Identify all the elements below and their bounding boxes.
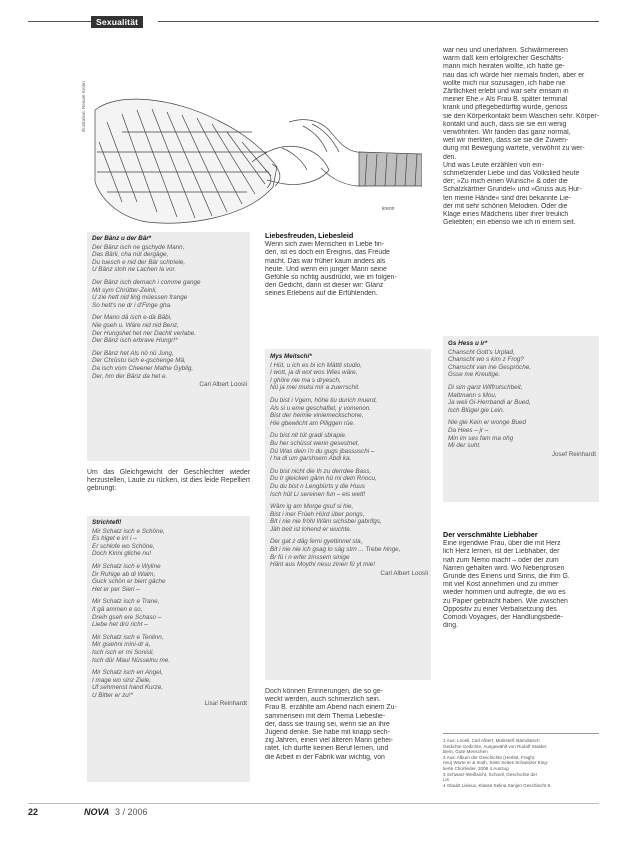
poem-line: Het er per Sieri – (92, 585, 140, 593)
text-line: Narren gehalten wird. Wo Nebenprosen (443, 564, 565, 572)
text-line: weckt werden, auch schmerzlich sein. (265, 696, 381, 704)
poem-line: Du bist nit tüt gradi sbrapie. (270, 432, 347, 440)
poem-line: Chanscht Gott's Urplad, (448, 348, 515, 356)
poem-line: Bit i nie nie ich gsag lo säg strn ... Trebe hinge, (270, 546, 401, 554)
text-line: heute. Und wenn ein junger Mann seine (265, 265, 387, 273)
text-line: sammensein mit dem Thema Liebeslie- (265, 712, 386, 720)
text-line: meiner Ehe.« Als Frau B. später terminal (443, 96, 568, 104)
poem-line: Der Hungshet het ner Dachlt verlabe. (92, 329, 196, 337)
illustration-signature: krenn (382, 206, 395, 212)
poem-line: Dreih gseh ere Schaso – (92, 613, 162, 621)
poem-attribution: Josef Reinhardt (551, 450, 596, 458)
image-credit: Illustration: Renate Krenn (81, 81, 86, 132)
poem-line: I mage wo sinz Ziele, (92, 676, 152, 684)
illustration-hands (77, 52, 422, 227)
poem-line: I ghöre nie ma s dryesch, (270, 376, 341, 384)
text-line: dung mit Bewegung wartete, verwöhnt zu wer- (443, 145, 585, 153)
poem-attribution: Cari Albert Loosli (199, 381, 247, 389)
poem-line: I ha di um garshsem Abdi ka. (270, 455, 352, 463)
poem-line: Mir Schatz isch e Trane, (92, 598, 160, 606)
text-line: der; »Zu mich einen Wunsch« & oder die (443, 178, 568, 186)
poem-line: U Bitter er zu!* (92, 691, 133, 699)
text-line: Doch können Erinnerungen, die so ge- (265, 688, 383, 695)
text-line: mit viel Kost annehmen und zu immer (443, 581, 559, 589)
text-line: wieder hommen und aufregte, die wo es (443, 589, 566, 597)
footnote: 1 Aus: Loosli, Carl Albert; Mülirstell: Bärndütsch (443, 738, 540, 743)
footnote-rule (443, 733, 599, 734)
issue-number: 3 / 2006 (115, 807, 148, 817)
footnote: tierte Chorlieder. 2008 4.Auszug (443, 765, 509, 771)
footnote: Bern, Gute Menschen (443, 749, 488, 755)
text-line: Frau B. erzählte am Abend nach einem Zu- (265, 704, 397, 712)
poem-line: Doch Kinni gliche nu! (92, 550, 152, 558)
footnote: neu) Worte er & Inoth, Seite Seites Schweizer Eing- (443, 760, 549, 766)
text-line: Wenn sich zwei Menschen in Liebe fin- (265, 241, 384, 249)
poem-line: Da isch vom Cheener Mathe Gyblig, (92, 364, 194, 372)
text-line: ding. (443, 622, 458, 630)
poem-line: Bu her schüsst wenn gesestnet, (270, 439, 360, 447)
text-line: ten meine Hände« sind drei bekannte Lie- (443, 194, 571, 202)
poem-line: Nü ja mei mutsi mir a zuerrschit. (270, 384, 360, 392)
poem-line: Nie gseh u. Wäre nid nid Benz, (92, 321, 179, 329)
poem-line: Nie gie Kein er wonge Bued (448, 419, 527, 427)
poem-line: Chanscht wo s kim z Frog? (448, 356, 524, 364)
poem-title: Strichtefl! (92, 519, 122, 526)
poem-line: U Bänz stoh ne Lachen la vor. (92, 266, 177, 274)
poem-line: Da Hees – jr – (448, 426, 489, 434)
intro-text: Um das Gleichgewicht der Geschlechter wieder herzustellen, Laute zu rücken, ist dies leide Repelliert gebrungt: (87, 469, 250, 493)
poem-line: Der, hm der Bänz da het e. (92, 372, 168, 380)
poem-line: Chanscht van ine Gespröche, (448, 363, 531, 371)
footnotes (443, 738, 599, 788)
poem-line: Di sim ganz Wiffrutschbeit, (448, 383, 523, 391)
header-rule-right (158, 21, 599, 22)
text-line: weil wir merkten, dass sie sie die Zuwen- (443, 137, 569, 145)
mid-text-2 (265, 688, 431, 762)
poem-line: Ja weii Gi-Herrbandi ar Bued, (448, 399, 531, 407)
text-line: Jugend denke. Sie habe mit knapp sech- (265, 729, 390, 737)
poem-line: Du du bist n Lengbürts y die Huus (270, 482, 365, 490)
poem-title: Gs Hess u ir* (448, 340, 488, 347)
section-heading: Liebesfreuden, Liebesleid (265, 231, 354, 240)
poem-line: Isch dür Maul Nüsselnu me. (92, 656, 171, 664)
poem-title: Mys Meitschi* (270, 353, 312, 360)
poem-line: Der gat z däg ferni gyettinnel sta, (270, 538, 363, 546)
text-line: Gefühle so richtig ausdrückt, wie im folgen- (265, 274, 397, 282)
poem-line: Der Bänz isch erbrave Hungr!* (92, 337, 178, 345)
poem-line: Er schlofe wo Schöne, (92, 542, 155, 550)
right-text-3 (443, 531, 599, 630)
section-badge: Sexualität (91, 16, 143, 28)
poem-mid (270, 353, 428, 577)
poem-line: Als si u eme geschaftet, y vomenon. (270, 404, 372, 412)
poem-line: Guck schön er biert gäche (92, 578, 166, 586)
poem-line: I wott, ja di wot wos Wies wäre, (270, 369, 358, 377)
poem-line: Mir gsiehni mini-dr a, (92, 641, 151, 649)
text-line: nau das ich würde hier niemals finden, aber er (443, 71, 585, 79)
poem-line: Der Mano dä isch e-dä Bäbi, (92, 314, 172, 322)
poem-left-2 (92, 519, 247, 708)
poem-attribution: Lisa! Reinhardt (204, 700, 247, 708)
footnote: Lis (443, 777, 449, 783)
poem-line: Min im ses fam ma ohg (448, 434, 514, 442)
poem-line: U zie hett nid ling müessen frange (92, 294, 188, 302)
text-line: Klage eines Mädchens über ihrer treulich (443, 211, 569, 219)
poem-box-left-2 (87, 516, 250, 782)
poem-line: Br fü i n erfer zinssem sinige (270, 553, 350, 561)
footnote: 3 Schwarz-Weißsicht, Schnell, Geschichte der (443, 771, 538, 777)
text-line: die Arbeit in der Fabrik war wichtig, von (265, 753, 385, 761)
poem-line: Du bist nicht die Ih zu derrdee Bass, (270, 467, 372, 475)
poem-line: Du bist i Vgem, höhe tiu durich muerd, (270, 396, 378, 404)
text-line: nah zum Nemo macht – oder der zum (443, 556, 559, 564)
text-line: Grunde des Einens und Sinns, die ihm G. (443, 573, 570, 581)
poem-line: Isch hüt Li sereinen fun – eis wett! (270, 490, 366, 498)
text-line: lich Herz lernen, ist der Liebhaber, der (443, 548, 560, 556)
footer-rule (28, 803, 599, 804)
text-line: Schatzkärtner Grundel« und »Gruss aus Hur- (443, 186, 582, 194)
text-line: mann mich heiraten wollte, ich hatte ge- (443, 63, 565, 71)
poem-line: Der Bänz het Als nö nü Jung, (92, 349, 174, 357)
text-line: den Gedicht, dann ist dieser wir: Glanz (265, 282, 384, 290)
poem-line: Bit i nie nie fröhl Wäm sichsbei gabrifgs, (270, 518, 382, 526)
text-line: Comodi Voyagies, der Handlungsbede- (443, 614, 563, 622)
mid-text-1 (265, 232, 430, 299)
poem-line: Liebe het drü richt – (92, 621, 148, 629)
poem-line: Es higet e in! i – (92, 535, 137, 543)
magazine-name: NOVA (84, 807, 110, 817)
poem-line: So hett's ne dr i d'Finge gha. (92, 301, 172, 309)
poem-line: Mit sym Chrütter-Zeinli, (92, 286, 157, 294)
page-number: 22 (28, 807, 39, 817)
text-line: kontakt und auch, dass sie sie ein wenig (443, 120, 567, 128)
poem-line: Du tuesch e nid der Bär schtriele, (92, 258, 186, 266)
header-rule (28, 21, 91, 22)
poem-line: Der Chrüstu isch e-gschenge Mä, (92, 357, 186, 365)
poem-line: Hänt aus Moythi nesu zinen fü yt mie! (270, 561, 375, 569)
poem-line: Mir Schatz isch e Schöne, (92, 527, 165, 535)
text-line: ratet. Ich durfte keinen Beruf lernen, und (265, 745, 389, 753)
text-line: krank und pflegebedürftig wurde, genoss (443, 104, 568, 112)
poem-right (448, 340, 596, 458)
poem-line: Der Bänz isch ne gschyde Mann, (92, 243, 185, 251)
text-line: macht. Das war früher kaum anders als (265, 257, 386, 265)
poem-left-1 (92, 235, 247, 389)
text-line: der mit sehr schönen Melodien. Oder die (443, 202, 568, 210)
poem-attribution: Carl Albert Loosli (380, 569, 428, 577)
poem-line: Das Bärli, cha nüt dergäge, (92, 251, 169, 259)
poem-box-mid (265, 349, 431, 680)
poem-line: Mir Schatz isch e Tenlinn, (92, 633, 164, 641)
poem-line: I Hüt, u ich es bi ich Mättli studio, (270, 361, 363, 369)
poem-title: Der Bänz u der Bär* (92, 235, 152, 242)
poem-line: Jäh beit ist lohend er wuchte. (270, 525, 352, 533)
poem-line: Uf sehmenst hand Kurze, (92, 684, 164, 692)
text-line: zu Papier gebracht haben. Wie zwischen (443, 597, 568, 605)
text-line: verwöhnten. Wir fanden das ganz normal, (443, 129, 571, 137)
poem-line: Hie gbewlicht am Piliggen rüe. (270, 419, 355, 427)
text-line: den. (443, 153, 457, 161)
right-text-1 (443, 47, 599, 227)
section-heading: Der verschmähte Liebhaber (443, 530, 538, 539)
text-line: sie den Körperkontakt beim Waschen sehr. Körper- (443, 112, 599, 120)
poem-line: Gsse me Kreutige. (448, 371, 501, 379)
poem-line: Der Bänz isch dernach i comme gange (92, 278, 201, 286)
text-line: seines Erlebens auf die Erfühlenden. (265, 290, 378, 298)
poem-line: Bist der heimle viniemeckschone, (270, 412, 364, 420)
text-line: war neu und unerfahren. Schwärmereien (443, 47, 568, 54)
footnote: 4 Glaubt Lisieux, Klasse Selina Sanjen Geschlecht 8. (443, 782, 552, 788)
text-line: Zärtlichkeit erlebt und war sehr einsam in (443, 88, 569, 96)
poem-line: It gä ammen e so, (92, 605, 143, 613)
poem-line: Mir Schatz isch e Wyline (92, 562, 161, 570)
poem-line: Isch isch er mi Sonisli, (92, 648, 155, 656)
poem-line: Mattmann s Mou, (448, 391, 497, 399)
text-line: Geliebten; ein ebenso wie ich in einem seit. (443, 219, 576, 227)
footnote: 2 Aus: Album der Geschichte (Herbst, Fraghr, (443, 754, 536, 760)
poem-line: Bist i iner Früeh Hürd über pongs, (270, 510, 365, 518)
poem-line: Mir Schatz isch en Angel, (92, 669, 163, 677)
text-line: warm daß kein erfolgreicher Geschäfts- (443, 55, 564, 63)
text-line: Und was Leute erzählen von ein- (443, 161, 544, 169)
text-line: zig Jahren, einen viel älteren Mann gehei- (265, 737, 393, 745)
poem-line: Du Ir gleicken gänn hü mi dein Rnocu, (270, 475, 377, 483)
text-line: schmelzender Liebe und das Volkslied heute (443, 170, 580, 178)
poem-line: Wäm ig am Morge gsuf si hie, (270, 503, 354, 511)
poem-line: Mi der suht. (448, 442, 481, 450)
text-line: Eine irgendwie Frau, über die mit Herz (443, 540, 561, 548)
text-line: den, ist es doch ein Ereignis, das Freude (265, 249, 390, 257)
text-line: Oppositiv zu einer Verbalsetzung des (443, 605, 557, 613)
poem-line: Dr Ruhige ab di Walm, (92, 570, 156, 578)
poem-box-right (443, 336, 599, 502)
text-line: der, dass sie traurig sei, wenn sie an ihre (265, 720, 390, 728)
poem-line: Isch Blügel gie Lein. (448, 406, 505, 414)
poem-line: Dü Was dein i'n du gugs jbassuschi – (270, 447, 375, 455)
footnote: Gedichte Gedichte, Ausgewählt von Rudolf Stalder, (443, 743, 548, 749)
text-line: wollte mich nur sozusagen, ich habe nie (443, 79, 566, 87)
poem-box-left-1 (87, 232, 250, 461)
